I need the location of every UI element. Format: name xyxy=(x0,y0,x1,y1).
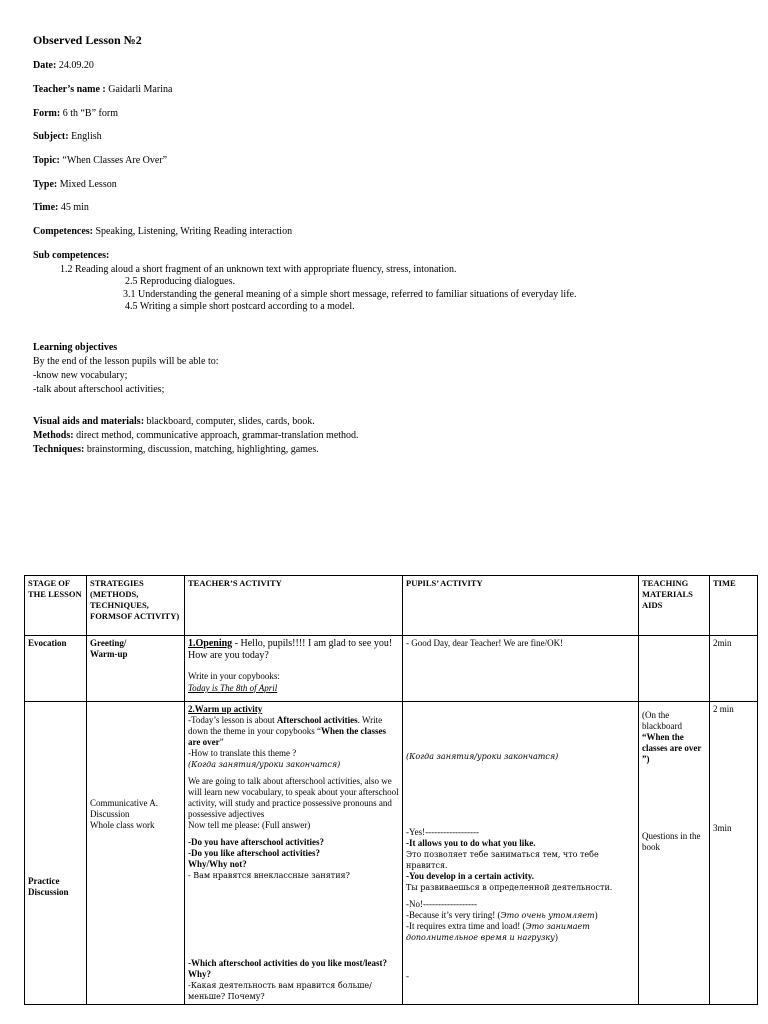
sub-competences-heading: Sub competences: xyxy=(33,250,110,261)
sub-competence-item: 2.5 Reproducing dialogues. xyxy=(125,276,235,287)
field-topic: Topic: “When Classes Are Over” xyxy=(33,155,168,166)
learning-objectives-intro: By the end of the lesson pupils will be able to: xyxy=(33,356,219,367)
visual-aids-line: Visual aids and materials: blackboard, computer, slides, cards, book. xyxy=(33,416,315,427)
learning-objectives-heading: Learning objectives xyxy=(33,342,118,353)
time-cell: 2 min 3min xyxy=(710,702,758,1005)
field-teacher-name: Teacher’s name : Gaidarli Marina xyxy=(33,84,173,95)
stage-cell: Evocation xyxy=(25,636,87,702)
field-competences: Competences: Speaking, Listening, Writing Reading interaction xyxy=(33,226,293,237)
field-time: Time: 45 min xyxy=(33,202,89,213)
sub-competence-item: 4.5 Writing a simple short postcard according to a model. xyxy=(125,301,355,312)
strategy-cell: Greeting/ Warm-up xyxy=(87,636,185,702)
teacher-activity-cell: 1.Opening - Hello, pupils!!!! I am glad to see you! How are you today? Write in your copybooks: Today is The 8th of April xyxy=(185,636,403,702)
lesson-plan-table xyxy=(24,575,758,1005)
learning-objective-item: -talk about afterschool activities; xyxy=(33,384,165,395)
teacher-activity-cell: 2.Warm up activity -Today’s lesson is about Afterschool activities. Write down the theme in your copybooks “When the classes are over” -How to translate this theme ? (Когда занятия/уроки закончатся) We are going to talk about afterschool activities, also we will learn new vocabulary, to speak about your afterschool activity, will study and practice possessive pronouns and possessive adjectives Now tell me please: (Full answer) -Do you have afterschool activities? -Do you like afterschool activities? Why/Why not? - Вам нравятся внеклассные занятия? -Which afterschool activities do you like most/least? Why? -Какая деятельность вам нравится больше/меньше? Почему? xyxy=(185,702,403,1005)
header-stage: STAGE OF THE LESSON xyxy=(25,576,87,636)
field-type: Type: Mixed Lesson xyxy=(33,179,117,190)
strategy-cell: Communicative A. Discussion Whole class work xyxy=(87,702,185,1005)
header-strategies: STRATEGIES (METHODS, TECHNIQUES, FORMSOF ACTIVITY) xyxy=(87,576,185,636)
header-pupils-activity: PUPILS’ ACTIVITY xyxy=(403,576,639,636)
materials-cell: (On the blackboard “When the classes are over ”) Questions in the book xyxy=(639,702,710,1005)
pupils-activity-cell: - Good Day, dear Teacher! We are fine/OK! xyxy=(403,636,639,702)
header-time: TIME xyxy=(710,576,758,636)
field-subject: Subject: English xyxy=(33,131,102,142)
field-date: Date: 24.09.20 xyxy=(33,60,94,71)
sub-competence-item: 3.1 Understanding the general meaning of a simple short message, referred to familiar situations of everyday life. xyxy=(123,289,577,300)
table-row xyxy=(25,636,758,702)
methods-line: Methods: direct method, communicative approach, grammar-translation method. xyxy=(33,430,359,441)
pupils-activity-cell: (Когда занятия/уроки закончатся) -Yes!------------------ -It allows you to do what you like. Это позволяет тебе заниматься тем, что тебе нравится. -You develop in a certain activity. Ты развиваешься в определенной деятельности. -No!------------------ -Because it’s very tiring! (Это очень утомляет) -It requires extra time and load! (Это занимает дополнительное время и нагрузку) - xyxy=(403,702,639,1005)
header-teaching-materials: TEACHING MATERIALS AIDS xyxy=(639,576,710,636)
stage-cell: Practice Discussion xyxy=(25,702,87,1005)
field-form: Form: 6 th “B” form xyxy=(33,108,118,119)
learning-objective-item: -know new vocabulary; xyxy=(33,370,128,381)
page-title: Observed Lesson №2 xyxy=(33,33,142,47)
time-cell: 2min xyxy=(710,636,758,702)
sub-competence-item: 1.2 Reading aloud a short fragment of an unknown text with appropriate fluency, stress, intonation. xyxy=(60,264,457,275)
table-row xyxy=(25,702,758,1005)
table-header-row xyxy=(25,576,758,636)
techniques-line: Techniques: brainstorming, discussion, matching, highlighting, games. xyxy=(33,444,319,455)
header-teacher-activity: TEACHER’S ACTIVITY xyxy=(185,576,403,636)
materials-cell xyxy=(639,636,710,702)
